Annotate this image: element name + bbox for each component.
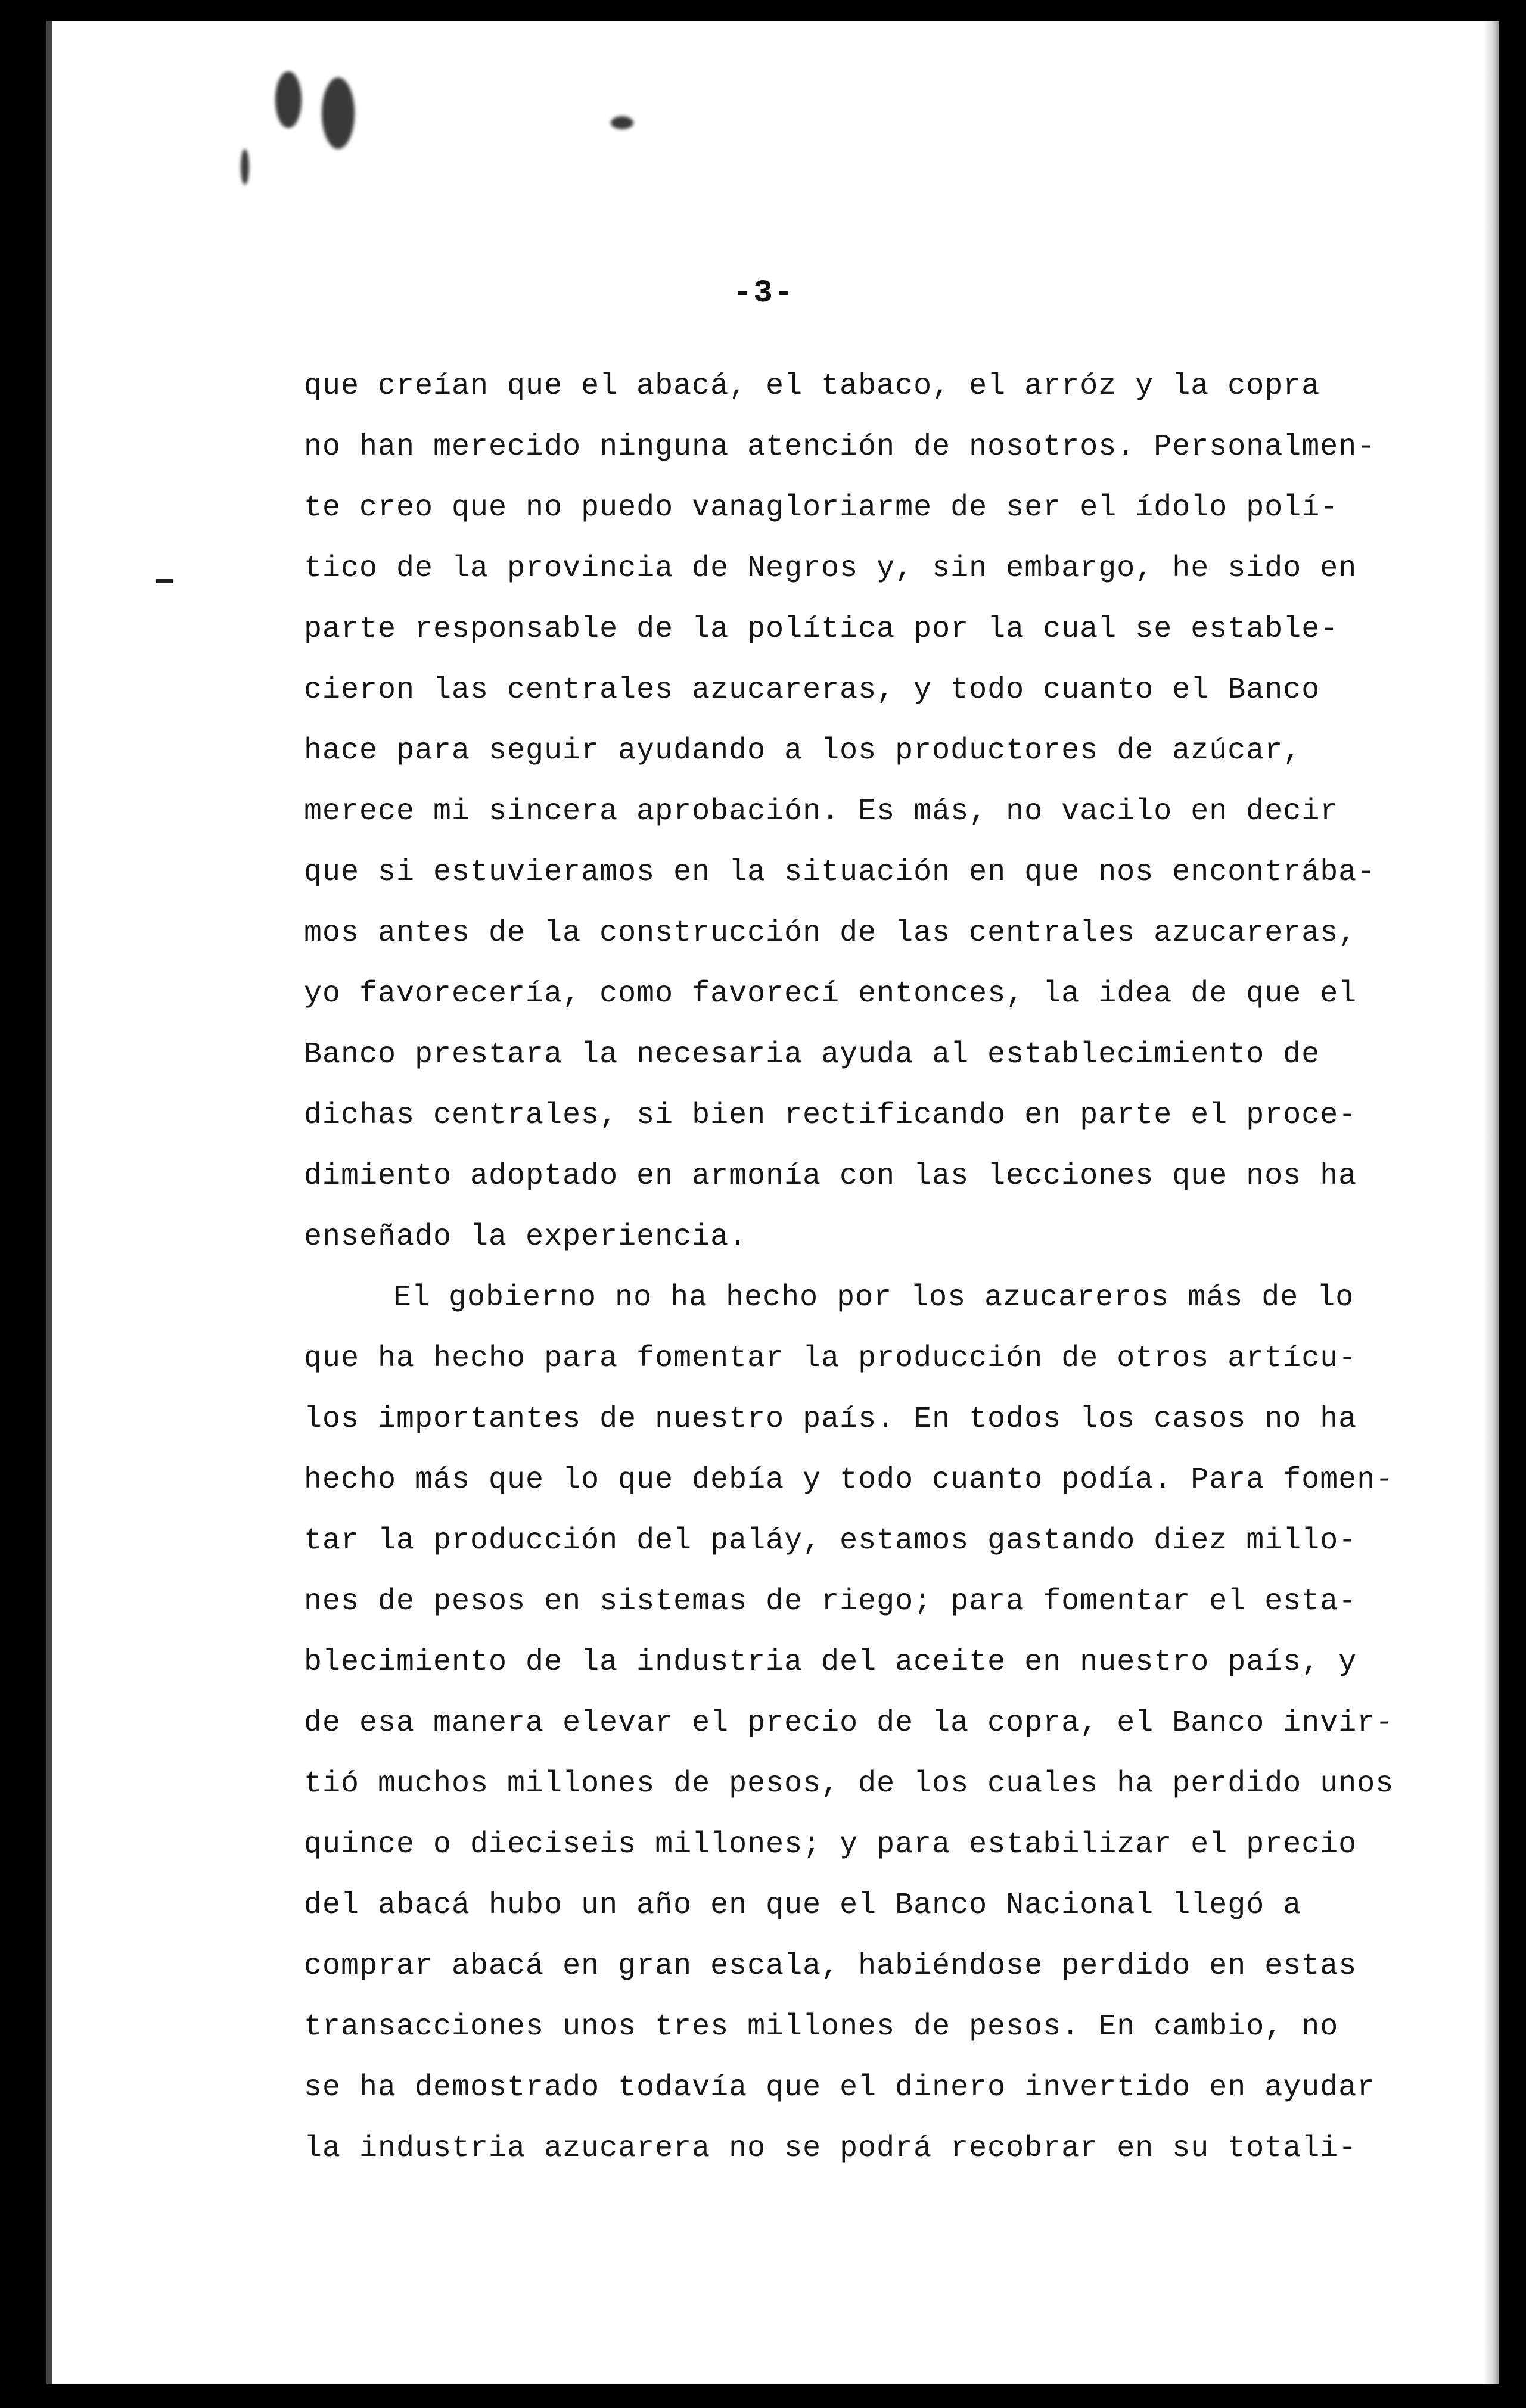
text-line: transacciones unos tres millones de pesos. En cambio, no xyxy=(304,2010,1339,2044)
text-line: blecimiento de la industria del aceite en nuestro país, y xyxy=(304,1645,1357,1679)
text-line: cieron las centrales azucareras, y todo cuanto el Banco xyxy=(304,673,1320,707)
text-line: enseñado la experiencia. xyxy=(304,1220,748,1254)
text-line: Banco prestara la necesaria ayuda al establecimiento de xyxy=(304,1038,1320,1072)
text-line: nes de pesos en sistemas de riego; para fomentar el esta- xyxy=(304,1585,1357,1619)
text-line: te creo que no puedo vanagloriarme de ser el ídolo polí- xyxy=(304,491,1339,525)
text-line: dimiento adoptado en armonía con las lecciones que nos ha xyxy=(304,1159,1357,1193)
text-line: no han merecido ninguna atención de nosotros. Personalmen- xyxy=(304,430,1376,464)
text-line: tar la producción del paláy, estamos gastando diez millo- xyxy=(304,1524,1357,1558)
text-line: que creían que el abacá, el tabaco, el arróz y la copra xyxy=(304,369,1320,403)
paragraph-start-line: El gobierno no ha hecho por los azucareros más de lo xyxy=(393,1281,1354,1315)
margin-mark xyxy=(156,579,173,583)
ink-smudge xyxy=(241,149,249,185)
text-line: parte responsable de la política por la cual se estable- xyxy=(304,612,1339,646)
text-line: comprar abacá en gran escala, habiéndose perdido en estas xyxy=(304,1949,1357,1983)
text-line: la industria azucarera no se podrá recobrar en su totali- xyxy=(304,2132,1357,2166)
text-line: hace para seguir ayudando a los productores de azúcar, xyxy=(304,734,1302,768)
page-number: -3- xyxy=(733,275,795,312)
text-line: mos antes de la construcción de las centrales azucareras, xyxy=(304,916,1357,950)
text-line: dichas centrales, si bien rectificando en parte el proce- xyxy=(304,1099,1357,1133)
text-line: hecho más que lo que debía y todo cuanto podía. Para fomen- xyxy=(304,1463,1394,1497)
text-line: de esa manera elevar el precio de la copra, el Banco invir- xyxy=(304,1706,1394,1740)
page-edge-shadow xyxy=(1484,21,1499,2384)
typed-body-text xyxy=(304,356,1394,2179)
text-line: quince o dieciseis millones; y para estabilizar el precio xyxy=(304,1828,1357,1862)
ink-smudge xyxy=(322,77,355,149)
text-line: yo favorecería, como favorecí entonces, la idea de que el xyxy=(304,977,1357,1011)
text-line: se ha demostrado todavía que el dinero invertido en ayudar xyxy=(304,2071,1376,2105)
text-line: merece mi sincera aprobación. Es más, no vacilo en decir xyxy=(304,795,1339,829)
text-line: que si estuvieramos en la situación en que nos encontrába- xyxy=(304,855,1376,889)
text-line: que ha hecho para fomentar la producción de otros artícu- xyxy=(304,1342,1357,1376)
text-line: tió muchos millones de pesos, de los cuales ha perdido unos xyxy=(304,1767,1394,1801)
text-line: tico de la provincia de Negros y, sin embargo, he sido en xyxy=(304,552,1357,586)
text-line: los importantes de nuestro país. En todos los casos no ha xyxy=(304,1402,1357,1436)
ink-smudge xyxy=(275,71,302,128)
ink-smudge xyxy=(611,116,633,129)
text-line: del abacá hubo un año en que el Banco Nacional llegó a xyxy=(304,1889,1302,1922)
